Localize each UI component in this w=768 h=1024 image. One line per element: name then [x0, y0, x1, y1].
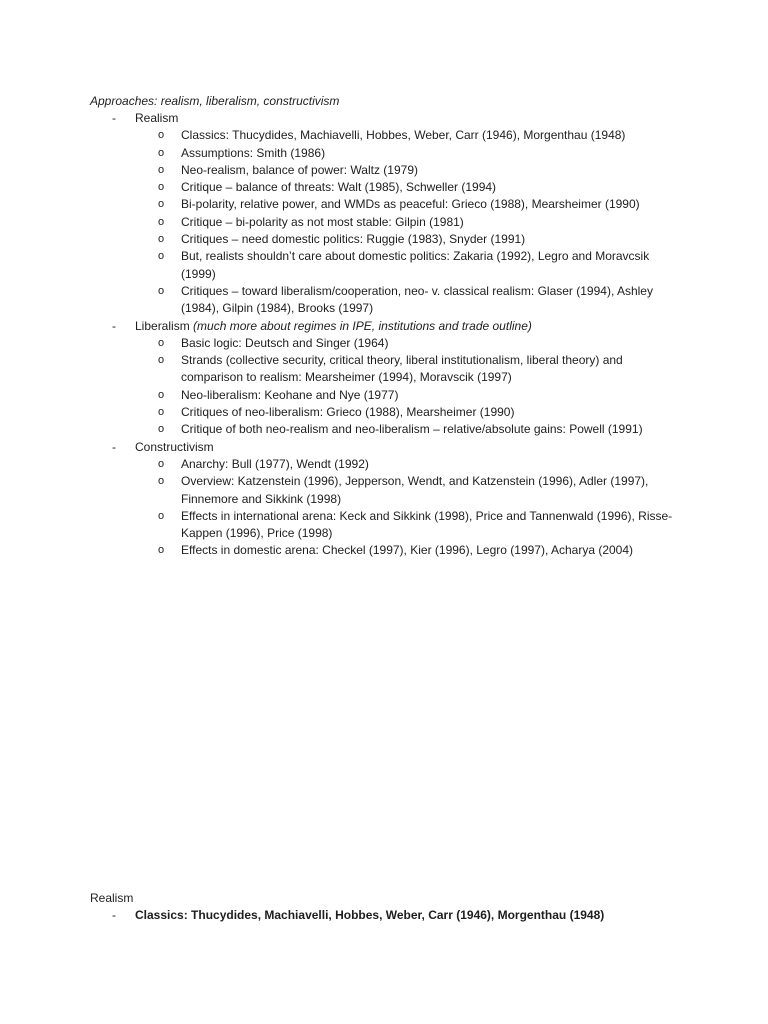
list-item-text: Critiques – toward liberalism/cooperation, neo- v. classical realism: Glaser (1994), Ashley (1984), Gilpin (1984), Brooks (1997) [181, 283, 653, 316]
list-item [0, 352, 681, 387]
section-realism [0, 110, 768, 127]
dash-marker: - [112, 439, 116, 454]
bullet-marker: o [158, 509, 165, 522]
list-item-text: Critique – balance of threats: Walt (1985), Schweller (1994) [181, 180, 497, 195]
list-item [0, 335, 681, 352]
list-item [0, 127, 681, 144]
list-item-text: Assumptions: Smith (1986) [181, 145, 326, 160]
bullet-marker: o [158, 181, 165, 194]
section-label: Liberalism [135, 318, 190, 333]
list-item [0, 421, 681, 438]
section-constructivism [0, 439, 768, 456]
list-item [0, 404, 681, 421]
list-item-text: Critiques – need domestic politics: Ruggie (1983), Snyder (1991) [181, 232, 526, 247]
bullet-marker: o [158, 250, 165, 263]
list-item [0, 145, 681, 162]
list-item [0, 283, 681, 318]
list-item-text: Critique – bi-polarity as not most stable: Gilpin (1981) [181, 214, 464, 229]
bullet-marker: o [158, 475, 165, 488]
dash-marker: - [112, 318, 116, 333]
constructivism-sublist [0, 456, 768, 560]
dash-marker: - [112, 908, 116, 922]
list-item [0, 231, 681, 248]
bullet-marker: o [158, 215, 165, 228]
list-item [0, 456, 681, 473]
list-item-text: Critique of both neo-realism and neo-liberalism – relative/absolute gains: Powell (1991) [181, 422, 643, 437]
list-item-text: Critiques of neo-liberalism: Grieco (1988), Mearsheimer (1990) [181, 405, 515, 420]
section-liberalism [0, 318, 768, 335]
list-item [0, 473, 681, 508]
list-item [0, 214, 681, 231]
bullet-marker: o [158, 129, 165, 142]
bullet-marker: o [158, 163, 165, 176]
bullet-marker: o [158, 233, 165, 246]
list-item-text: Strands (collective security, critical theory, liberal institutionalism, liberal theory) and comparison to realism: Mearsheimer (1994), Moravscik (1997) [181, 353, 623, 385]
list-item [0, 542, 681, 559]
outline-heading: Approaches: realism, liberalism, constructivism [90, 94, 340, 108]
list-item-text: Bi-polarity, relative power, and WMDs as peaceful: Grieco (1988), Mearsheimer (1990) [181, 197, 640, 212]
bullet-marker: o [158, 146, 165, 159]
list-item [0, 248, 681, 283]
list-item [0, 508, 681, 543]
list-item [0, 179, 681, 196]
section-label: Constructivism [135, 439, 214, 454]
section-label: Realism [135, 111, 179, 125]
bullet-marker: o [158, 406, 165, 419]
list-item [0, 387, 681, 404]
bullet-marker: o [158, 457, 165, 470]
bullet-marker: o [158, 388, 165, 401]
bullet-marker: o [158, 284, 165, 297]
bullet-marker: o [158, 198, 165, 211]
list-item-text: Classics: Thucydides, Machiavelli, Hobbes, Weber, Carr (1946), Morgenthau (1948) [135, 908, 605, 922]
section-note: (much more about regimes in IPE, institutions and trade outline) [193, 318, 532, 333]
bullet-marker: o [158, 354, 165, 367]
outline [0, 110, 768, 560]
list-item-text: But, realists shouldn’t care about domestic politics: Zakaria (1992), Legro and Moravcsik (1999) [181, 249, 650, 281]
bullet-marker: o [158, 544, 165, 557]
list-item [0, 196, 681, 213]
list-item-text: Neo-liberalism: Keohane and Nye (1977) [181, 387, 399, 402]
list-item-text: Anarchy: Bull (1977), Wendt (1992) [181, 456, 369, 471]
bullet-marker: o [158, 336, 165, 349]
list-item-text: Effects in domestic arena: Checkel (1997), Kier (1996), Legro (1997), Acharya (2004) [181, 543, 634, 558]
list-item [0, 162, 681, 179]
list-item-text: Classics: Thucydides, Machiavelli, Hobbes, Weber, Carr (1946), Morgenthau (1948) [181, 128, 626, 143]
dash-marker: - [112, 111, 116, 125]
list-item-text: Neo-realism, balance of power: Waltz (1979) [181, 162, 418, 177]
realism-heading: Realism [90, 891, 134, 905]
realism-sublist [0, 127, 768, 317]
liberalism-sublist [0, 335, 768, 439]
list-item-text: Effects in international arena: Keck and Sikkink (1998), Price and Tannenwald (1996), Risse-Kappen (1996), Price (1998) [181, 508, 673, 541]
bullet-marker: o [158, 423, 165, 436]
list-item-text: Basic logic: Deutsch and Singer (1964) [181, 335, 389, 350]
list-item-text: Overview: Katzenstein (1996), Jepperson, Wendt, and Katzenstein (1996), Adler (1997), Finnemore and Sikkink (1998) [181, 474, 649, 506]
